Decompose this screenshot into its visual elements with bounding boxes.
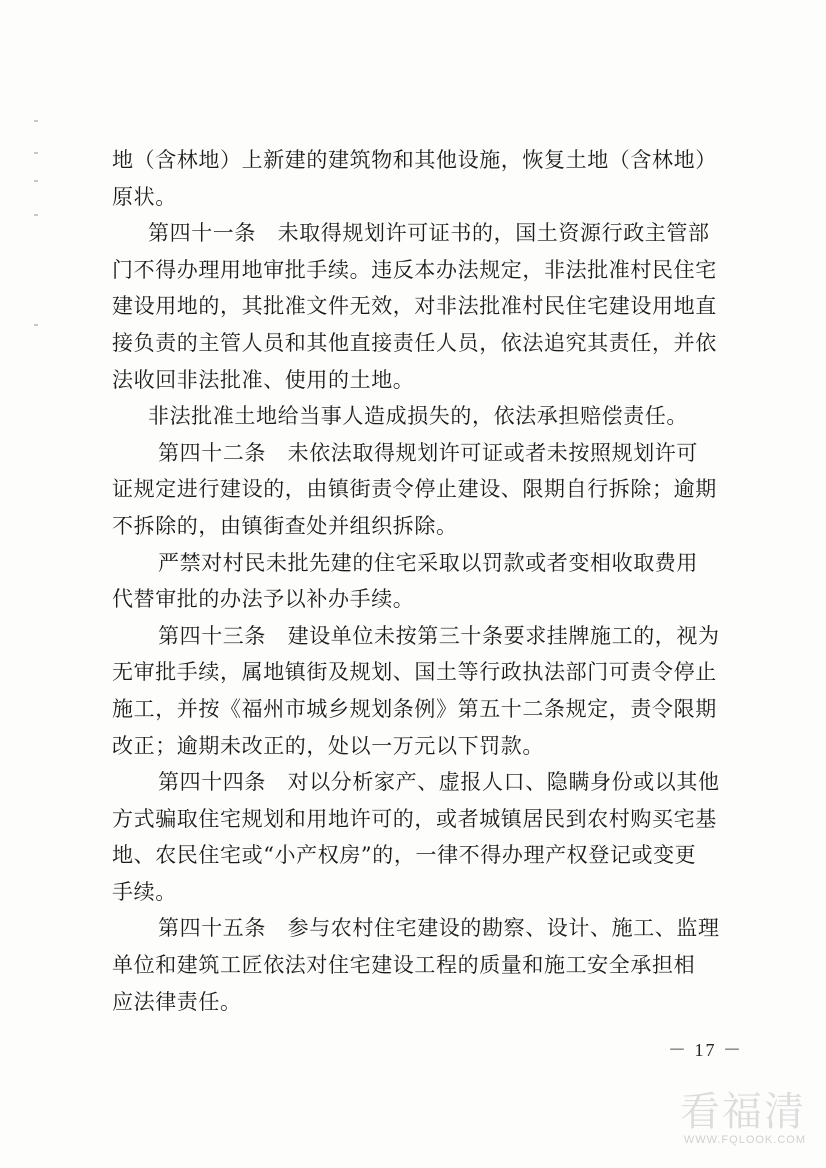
- text-line: 地（含林地）上新建的建筑物和其他设施，恢复土地（含林地）: [112, 148, 717, 172]
- document-body: [112, 142, 734, 1020]
- article-41-heading-line: 第四十一条 未取得规划许可证书的，国土资源行政主管部: [148, 221, 710, 246]
- scan-mark: [34, 152, 38, 154]
- paragraph-start-line: 严禁对村民未批先建的住宅采取以罚款或者变相收取费用: [158, 550, 698, 575]
- scan-mark: [34, 180, 38, 182]
- article-44-heading-line: 第四十四条 对以分析家产、虚报人口、隐瞒身份或以其他: [158, 770, 720, 795]
- article-45-heading-line: 第四十五条 参与农村住宅建设的勘察、设计、施工、监理: [158, 916, 720, 941]
- text-line: 证规定进行建设的，由镇街责令停止建设、限期自行拆除；逾期: [112, 477, 717, 502]
- scan-mark: [34, 324, 38, 326]
- watermark-url: WWW.FQLOOK.COM: [683, 1134, 806, 1146]
- text-line: 法收回非法批准、使用的土地。: [112, 367, 415, 392]
- text-line: 接负责的主管人员和其他直接责任人员，依法追究其责任，并依: [112, 330, 717, 355]
- page-number: － 17 －: [668, 1040, 743, 1060]
- scan-mark: [34, 120, 38, 122]
- watermark-logo: 看福清: [680, 1089, 806, 1135]
- text-line: 单位和建筑工匠依法对住宅建设工程的质量和施工安全承担相: [112, 953, 696, 978]
- text-line: 手续。: [112, 879, 177, 904]
- watermark: [680, 1090, 806, 1146]
- text-line: 代替审批的办法予以补办手续。: [112, 587, 415, 612]
- text-line: 地、农民住宅或“小产权房”的，一律不得办理产权登记或变更: [112, 843, 697, 868]
- text-line: 应法律责任。: [112, 989, 242, 1014]
- text-line: 门不得办理用地审批手续。违反本办法规定，非法批准村民住宅: [112, 257, 717, 282]
- text-line: 改正；逾期未改正的，处以一万元以下罚款。: [112, 733, 544, 758]
- scan-mark: [34, 214, 38, 216]
- text-line: 建设用地的，其批准文件无效，对非法批准村民住宅建设用地直: [112, 294, 717, 319]
- article-42-heading-line: 第四十二条 未依法取得规划许可证或者未按照规划许可: [158, 440, 698, 465]
- article-43-heading-line: 第四十三条 建设单位未按第三十条要求挂牌施工的，视为: [158, 623, 720, 648]
- paragraph-start-line: 非法批准土地给当事人造成损失的，依法承担赔偿责任。: [148, 404, 688, 429]
- text-line: 不拆除的，由镇街查处并组织拆除。: [112, 513, 458, 538]
- text-line: 无审批手续，属地镇街及规划、国土等行政执法部门可责令停止: [112, 660, 717, 685]
- text-line: 方式骗取住宅规划和用地许可的，或者城镇居民到农村购买宅基: [112, 806, 717, 831]
- text-line: 原状。: [112, 184, 177, 209]
- text-line: 施工，并按《福州市城乡规划条例》第五十二条规定，责令限期: [112, 696, 717, 721]
